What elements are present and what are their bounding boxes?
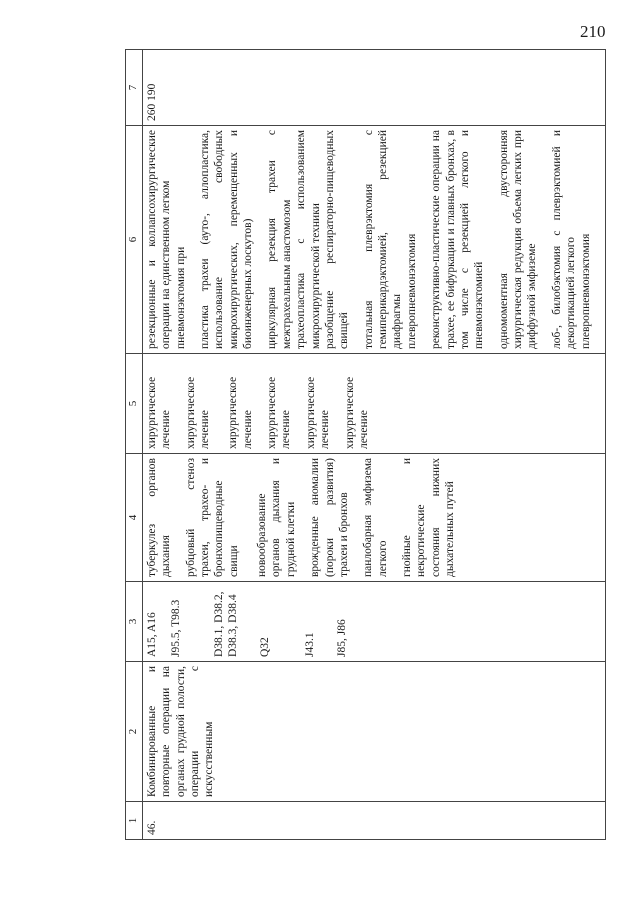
methods-cell bbox=[142, 126, 605, 354]
col-header-2: 2 bbox=[126, 662, 143, 802]
col-header-5: 5 bbox=[126, 354, 143, 454]
disease-subrow-3: врожденные аномалии (пороки развития) трахеи и бронхов bbox=[309, 458, 350, 577]
codes-subrow-2: D38.1, D38.2, D38.3, D38.4 bbox=[212, 591, 239, 657]
treatment-cell bbox=[142, 354, 605, 454]
methods-main bbox=[145, 130, 188, 349]
method-item: разобщение респираторно-пищеводных свищей bbox=[323, 130, 351, 349]
method-item: плевропневмонэктомия bbox=[405, 233, 418, 349]
cost-cell: 260 190 bbox=[142, 50, 605, 126]
methods-subrow-1 bbox=[265, 130, 351, 349]
methods-subrow-3 bbox=[429, 130, 487, 349]
row-number: 46. bbox=[142, 802, 605, 840]
disease-subrow-2: новообразование органов дыхания и грудной клетки bbox=[256, 458, 297, 577]
codes-subrow-5: J85, J86 bbox=[336, 619, 348, 657]
methods-subrow-4 bbox=[497, 130, 540, 349]
col-header-1: 1 bbox=[126, 802, 143, 840]
methods-subrow-5 bbox=[550, 130, 593, 349]
method-item: резекционные и коллапсохирургические операции на единственном легком bbox=[145, 130, 173, 349]
method-item: тотальная плеврэктомия с гемиперикардэктомией, резекцией диафрагмы bbox=[362, 130, 404, 349]
disease-subrow-5: гнойные и некротические состояния нижних дыхательных путей bbox=[401, 458, 457, 577]
col-header-7: 7 bbox=[126, 50, 143, 126]
codes-subrow-4: J43.1 bbox=[303, 632, 316, 657]
medical-procedures-table bbox=[125, 49, 606, 840]
disease-main: туберкулез органов дыхания bbox=[145, 458, 173, 577]
column-number-header bbox=[126, 50, 143, 840]
col-header-4: 4 bbox=[126, 454, 143, 582]
treatment-subrow-3: хирургическое лечение bbox=[266, 376, 293, 449]
codes-cell bbox=[142, 582, 605, 662]
disease-subrow-4: панлобарная эмфизема легкого bbox=[362, 458, 389, 577]
method-item: плевропневмонэктомия bbox=[579, 233, 592, 349]
method-item: трахеопластика с использованием микрохирургической техники bbox=[295, 130, 322, 349]
codes-main: A15, A16 bbox=[145, 612, 158, 657]
table-row bbox=[142, 50, 605, 840]
codes-subrow-1: J95.5, T98.3 bbox=[170, 599, 183, 657]
methods-subrow-0 bbox=[198, 130, 256, 349]
treatment-subrow-2: хирургическое лечение bbox=[227, 376, 254, 449]
rotated-page-content bbox=[125, 50, 640, 840]
col-header-6: 6 bbox=[126, 126, 143, 354]
treatment-main: хирургическое лечение bbox=[145, 376, 173, 449]
method-item: пневмонэктомия при bbox=[174, 246, 187, 349]
method-item: лоб-, билобэктомия с плеврэктомией и декортикацией легкого bbox=[550, 130, 578, 349]
disease-subrow-1: рубцовый стеноз трахеи, трахео- и бронхопищеводные свищи bbox=[184, 458, 240, 577]
codes-subrow-3: Q32 bbox=[259, 637, 272, 657]
treatment-subrow-5: хирургическое лечение bbox=[343, 376, 370, 449]
procedure-group-name: Комбинированные и повторные операции на органах грудной полости, операции с искусственным bbox=[142, 662, 605, 802]
treatment-subrow-1: хирургическое лечение bbox=[184, 376, 211, 449]
method-item: циркулярная резекция трахеи с межтрахеальным анастомозом bbox=[266, 130, 293, 349]
method-item: одномоментная двусторонняя хирургическая редукция объема легких при диффузной эмфиземе bbox=[497, 130, 539, 349]
treatment-subrow-4: хирургическое лечение bbox=[304, 376, 332, 449]
col-header-3: 3 bbox=[126, 582, 143, 662]
disease-cell bbox=[142, 454, 605, 582]
method-item: реконструктивно-пластические операции на трахее, ее бифуркации и главных бронхах, в том числе с резекцией легкого и пневмонэктомией bbox=[430, 130, 486, 349]
method-item: пластика трахеи (ауто-, аллопластика, использование свободных микрохирургических, перемещенных и биоинженерных лоскутов) bbox=[198, 130, 254, 349]
page-number: 210 bbox=[580, 22, 606, 41]
methods-subrow-2 bbox=[362, 130, 420, 349]
